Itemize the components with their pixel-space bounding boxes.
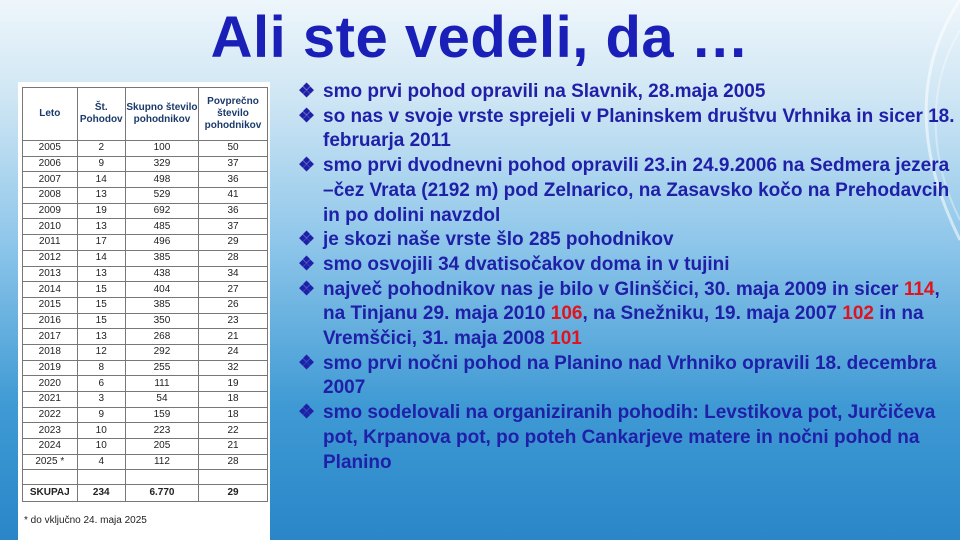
table-cell-1: 10 bbox=[77, 439, 125, 455]
table-cell-1: 9 bbox=[77, 156, 125, 172]
fact-text: smo prvi dvodnevni pohod opravili 23.in 24.9.2006 na Sedmera jezera –čez Vrata (2192 m) pod Zelnarico, na Zasavsko kočo na Prehodavcih in po dolini navzdol bbox=[323, 155, 950, 226]
table-cell-0: 2021 bbox=[23, 392, 78, 408]
fact-text-part: in na Vremščici, 31. maja 2008 bbox=[323, 303, 924, 350]
statistics-table bbox=[22, 87, 268, 502]
table-cell-0: 2022 bbox=[23, 407, 78, 423]
table-cell-0: 2008 bbox=[23, 188, 78, 204]
fact-text: smo prvi nočni pohod na Planino nad Vrhniko opravili 18. decembra 2007 bbox=[323, 352, 937, 399]
fact-text-part: , na Tinjanu 29. maja 2010 bbox=[323, 278, 940, 325]
table-cell-3: 36 bbox=[199, 203, 268, 219]
diamond-bullet-icon: ❖ bbox=[298, 229, 316, 251]
table-cell-2: 404 bbox=[125, 282, 198, 298]
table-row bbox=[23, 172, 268, 188]
table-cell-1: 17 bbox=[77, 235, 125, 251]
table-row bbox=[23, 219, 268, 235]
list-item bbox=[298, 80, 958, 105]
table-header-row bbox=[23, 88, 268, 141]
diamond-bullet-icon: ❖ bbox=[298, 402, 316, 424]
facts-list bbox=[298, 80, 958, 475]
table-row bbox=[23, 266, 268, 282]
table-cell-empty-0 bbox=[23, 470, 78, 485]
table-cell-2: 529 bbox=[125, 188, 198, 204]
table-cell-3: 24 bbox=[199, 344, 268, 360]
fact-text-part: največ pohodnikov nas je bilo v Glinščici, 30. maja 2009 in sicer bbox=[323, 278, 904, 300]
table-cell-3: 36 bbox=[199, 172, 268, 188]
table-total-cell-0: SKUPAJ bbox=[23, 485, 78, 502]
header-povprecno: Povprečno število pohodnikov bbox=[199, 88, 268, 141]
table-cell-2: 485 bbox=[125, 219, 198, 235]
table-cell-3: 26 bbox=[199, 297, 268, 313]
table-cell-2: 292 bbox=[125, 344, 198, 360]
table-row bbox=[23, 297, 268, 313]
table-cell-1: 13 bbox=[77, 329, 125, 345]
table-cell-1: 19 bbox=[77, 203, 125, 219]
table-cell-1: 3 bbox=[77, 392, 125, 408]
fact-text: smo sodelovali na organiziranih pohodih: Levstikova pot, Jurčičeva pot, Krpanova pot, po poteh Cankarjeve matere in nočni pohod na Planino bbox=[323, 402, 936, 473]
slide-title: Ali ste vedeli, da … bbox=[210, 5, 750, 70]
table-row bbox=[23, 188, 268, 204]
fact-text-part: , na Snežniku, 19. maja 2007 bbox=[582, 303, 843, 325]
fact-text: so nas v svoje vrste sprejeli v Planinskem društvu Vrhnika in sicer 18. februarja 2011 bbox=[323, 105, 955, 152]
table-cell-3: 29 bbox=[199, 235, 268, 251]
table-total-cell-3: 29 bbox=[199, 485, 268, 502]
table-row bbox=[23, 376, 268, 392]
table-cell-1: 14 bbox=[77, 172, 125, 188]
table-cell-3: 32 bbox=[199, 360, 268, 376]
table-cell-0: 2006 bbox=[23, 156, 78, 172]
table-cell-2: 496 bbox=[125, 235, 198, 251]
table-cell-0: 2019 bbox=[23, 360, 78, 376]
table-row bbox=[23, 313, 268, 329]
table-row bbox=[23, 454, 268, 470]
table-cell-2: 498 bbox=[125, 172, 198, 188]
table-cell-2: 223 bbox=[125, 423, 198, 439]
table-cell-3: 34 bbox=[199, 266, 268, 282]
table-row bbox=[23, 235, 268, 251]
table-cell-3: 21 bbox=[199, 329, 268, 345]
table-cell-1: 2 bbox=[77, 141, 125, 157]
header-st-pohodov: Št. Pohodov bbox=[77, 88, 125, 141]
table-cell-3: 18 bbox=[199, 392, 268, 408]
table-cell-2: 692 bbox=[125, 203, 198, 219]
table-row bbox=[23, 156, 268, 172]
table-cell-0: 2013 bbox=[23, 266, 78, 282]
table-row bbox=[23, 250, 268, 266]
table-row bbox=[23, 344, 268, 360]
table-cell-1: 13 bbox=[77, 188, 125, 204]
highlight-number: 101 bbox=[550, 328, 582, 350]
table-cell-1: 12 bbox=[77, 344, 125, 360]
fact-text: je skozi naše vrste šlo 285 pohodnikov bbox=[323, 229, 674, 251]
table-cell-2: 268 bbox=[125, 329, 198, 345]
table-cell-0: 2023 bbox=[23, 423, 78, 439]
table-row bbox=[23, 141, 268, 157]
table-cell-3: 21 bbox=[199, 439, 268, 455]
table-cell-1: 4 bbox=[77, 454, 125, 470]
table-cell-2: 159 bbox=[125, 407, 198, 423]
table-cell-1: 6 bbox=[77, 376, 125, 392]
table-row bbox=[23, 439, 268, 455]
table-cell-1: 13 bbox=[77, 266, 125, 282]
table-footnote: * do vključno 24. maja 2025 bbox=[24, 515, 147, 526]
diamond-bullet-icon: ❖ bbox=[298, 278, 316, 300]
table-cell-0: 2005 bbox=[23, 141, 78, 157]
table-cell-1: 15 bbox=[77, 313, 125, 329]
table-cell-2: 112 bbox=[125, 454, 198, 470]
fact-text: smo prvi pohod opravili na Slavnik, 28.maja 2005 bbox=[323, 81, 766, 102]
list-item bbox=[298, 401, 958, 475]
fact-text: smo osvojili 34 dvatisočakov doma in v tujini bbox=[323, 253, 730, 275]
table-cell-3: 27 bbox=[199, 282, 268, 298]
header-leto: Leto bbox=[23, 88, 78, 141]
table-cell-1: 14 bbox=[77, 250, 125, 266]
statistics-table-panel bbox=[18, 82, 270, 540]
table-cell-0: 2007 bbox=[23, 172, 78, 188]
table-total-cell-1: 234 bbox=[77, 485, 125, 502]
table-cell-empty-2 bbox=[125, 470, 198, 485]
table-cell-1: 10 bbox=[77, 423, 125, 439]
table-cell-2: 438 bbox=[125, 266, 198, 282]
table-cell-3: 22 bbox=[199, 423, 268, 439]
table-cell-2: 100 bbox=[125, 141, 198, 157]
table-cell-2: 111 bbox=[125, 376, 198, 392]
table-row bbox=[23, 392, 268, 408]
diamond-bullet-icon: ❖ bbox=[298, 105, 316, 127]
list-item bbox=[298, 253, 958, 278]
table-cell-2: 385 bbox=[125, 250, 198, 266]
table-cell-0: 2024 bbox=[23, 439, 78, 455]
table-cell-3: 37 bbox=[199, 156, 268, 172]
table-cell-0: 2016 bbox=[23, 313, 78, 329]
table-cell-2: 255 bbox=[125, 360, 198, 376]
table-cell-0: 2025 * bbox=[23, 454, 78, 470]
table-total-cell-2: 6.770 bbox=[125, 485, 198, 502]
table-row bbox=[23, 360, 268, 376]
diamond-bullet-icon: ❖ bbox=[298, 155, 316, 177]
list-item bbox=[298, 352, 958, 401]
list-item bbox=[298, 105, 958, 154]
list-item bbox=[298, 278, 958, 352]
table-cell-2: 350 bbox=[125, 313, 198, 329]
table-cell-3: 23 bbox=[199, 313, 268, 329]
table-cell-3: 19 bbox=[199, 376, 268, 392]
table-row bbox=[23, 423, 268, 439]
table-cell-1: 9 bbox=[77, 407, 125, 423]
table-row bbox=[23, 282, 268, 298]
table-cell-1: 15 bbox=[77, 282, 125, 298]
diamond-bullet-icon: ❖ bbox=[298, 81, 316, 102]
table-cell-0: 2017 bbox=[23, 329, 78, 345]
table-cell-2: 329 bbox=[125, 156, 198, 172]
table-cell-2: 54 bbox=[125, 392, 198, 408]
table-cell-0: 2011 bbox=[23, 235, 78, 251]
table-cell-1: 15 bbox=[77, 297, 125, 313]
table-cell-1: 8 bbox=[77, 360, 125, 376]
table-cell-2: 205 bbox=[125, 439, 198, 455]
table-cell-0: 2020 bbox=[23, 376, 78, 392]
table-row bbox=[23, 329, 268, 345]
header-skupno: Skupno število pohodnikov bbox=[125, 88, 198, 141]
table-row bbox=[23, 203, 268, 219]
table-cell-empty-3 bbox=[199, 470, 268, 485]
highlight-number: 102 bbox=[842, 303, 874, 325]
table-cell-0: 2014 bbox=[23, 282, 78, 298]
table-cell-3: 50 bbox=[199, 141, 268, 157]
table-cell-1: 13 bbox=[77, 219, 125, 235]
table-cell-3: 28 bbox=[199, 454, 268, 470]
table-cell-0: 2015 bbox=[23, 297, 78, 313]
diamond-bullet-icon: ❖ bbox=[298, 253, 316, 275]
table-cell-3: 18 bbox=[199, 407, 268, 423]
table-cell-empty-1 bbox=[77, 470, 125, 485]
table-cell-2: 385 bbox=[125, 297, 198, 313]
table-cell-0: 2012 bbox=[23, 250, 78, 266]
table-total-row bbox=[23, 485, 268, 502]
table-cell-0: 2018 bbox=[23, 344, 78, 360]
table-cell-3: 37 bbox=[199, 219, 268, 235]
table-row bbox=[23, 407, 268, 423]
table-cell-0: 2010 bbox=[23, 219, 78, 235]
table-cell-3: 41 bbox=[199, 188, 268, 204]
diamond-bullet-icon: ❖ bbox=[298, 352, 316, 374]
fact-text bbox=[323, 279, 940, 349]
highlight-number: 106 bbox=[550, 303, 583, 325]
list-item bbox=[298, 154, 958, 228]
table-cell-3: 28 bbox=[199, 250, 268, 266]
list-item bbox=[298, 228, 958, 253]
table-cell-0: 2009 bbox=[23, 203, 78, 219]
highlight-number: 114 bbox=[903, 278, 935, 300]
table-row-empty bbox=[23, 470, 268, 485]
